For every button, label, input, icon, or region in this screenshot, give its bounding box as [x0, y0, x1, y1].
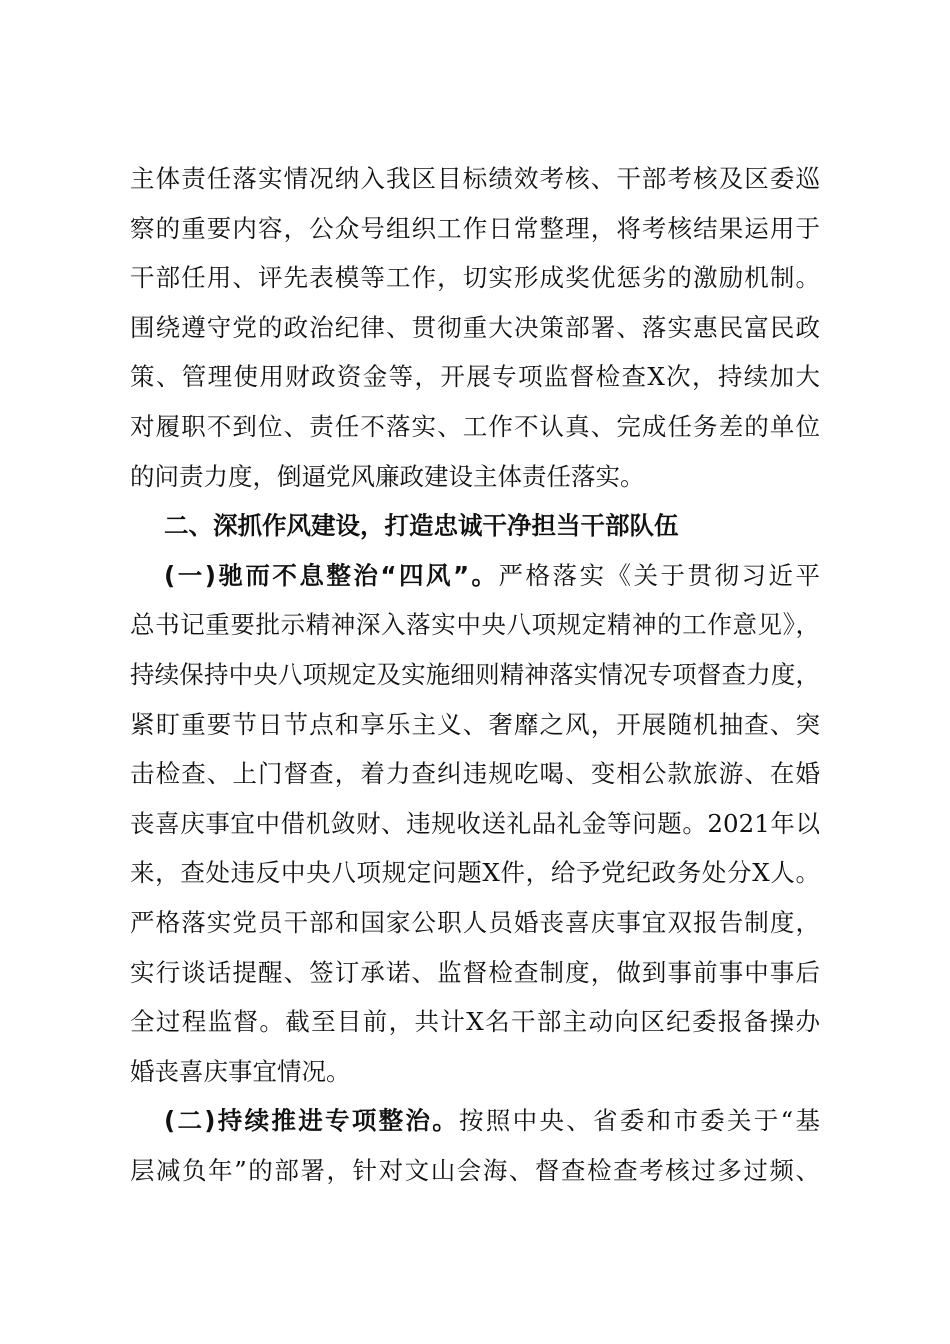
paragraph-1	[130, 154, 820, 501]
text-line: 实行谈话提醒、签订承诺、监督检查制度，做到事前事中事后	[130, 957, 820, 987]
text-line: 围绕遵守党的政治纪律、贯彻重大决策部署、落实惠民富民政	[130, 312, 820, 342]
text-run: 严格落实《关于贯彻习近平	[498, 560, 820, 590]
paragraph-3	[130, 1096, 820, 1195]
text-line: 来，查处违反中央八项规定问题X件，给予党纪政务处分X人。	[130, 858, 820, 888]
text-line: 总书记重要批示精神深入落实中央八项规定精神的工作意见》，	[130, 610, 820, 640]
text-line	[130, 551, 820, 601]
text-line: 主体责任落实情况纳入我区目标绩效考核、干部考核及区委巡	[130, 164, 820, 193]
text-line: 丧喜庆事宜中借机敛财、违规收送礼品礼金等问题。2021年以	[130, 808, 820, 838]
document-page	[130, 154, 820, 1195]
text-line: 全过程监督。截至目前，共计X名干部主动向区纪委报备操办	[130, 1007, 820, 1037]
text-line: 对履职不到位、责任不落实、工作不认真、完成任务差的单位	[130, 411, 820, 441]
text-line: 察的重要内容，公众号组织工作日常整理，将考核结果运用于	[130, 213, 820, 243]
text-line: 的问责力度，倒逼党风廉政建设主体责任落实。	[130, 461, 645, 491]
text-line: 击检查、上门督查，着力查纠违规吃喝、变相公款旅游、在婚	[130, 759, 820, 789]
text-run: 按照中央、省委和市委关于“基	[459, 1106, 820, 1136]
text-line: 紧盯重要节日节点和享乐主义、奢靡之风，开展随机抽查、突	[130, 709, 820, 739]
subsection-title: (一)驰而不息整治“四风”。	[164, 560, 499, 590]
paragraph-2	[130, 551, 820, 1097]
text-line: 策、管理使用财政资金等，开展专项监督检查X次，持续加大	[130, 362, 820, 392]
text-line: 持续保持中央八项规定及实施细则精神落实情况专项督查力度，	[130, 659, 820, 689]
text-line: 严格落实党员干部和国家公职人员婚丧喜庆事宜双报告制度，	[130, 907, 820, 937]
text-line	[130, 1096, 820, 1146]
section-heading: 二、深抓作风建设，打造忠诚干净担当干部队伍	[164, 511, 679, 541]
text-line: 层减负年”的部署，针对文山会海、督查检查考核过多过频、	[130, 1155, 820, 1185]
text-line: 干部任用、评先表模等工作，切实形成奖优惩劣的激励机制。	[130, 263, 820, 293]
subsection-title: (二)持续推进专项整治。	[164, 1106, 460, 1136]
text-line: 婚丧喜庆事宜情况。	[130, 1056, 351, 1086]
